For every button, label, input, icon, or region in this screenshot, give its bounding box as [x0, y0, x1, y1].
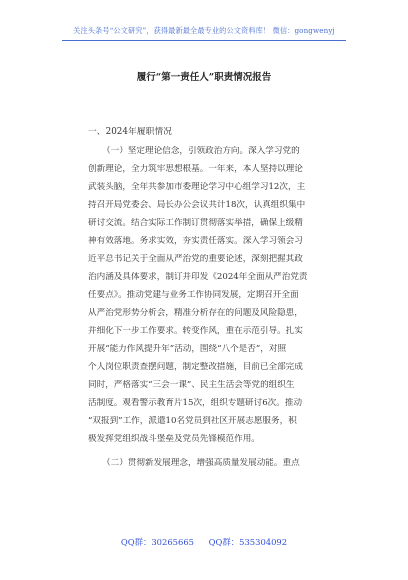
- body-line: 武装头脑，全年共参加市委理论学习中心组学习12次，主: [88, 182, 306, 192]
- body-line: 个人岗位职责查摆问题，制定整改措施，目前已全部完成: [88, 362, 303, 372]
- body-line: 持召开局党委会、局长办公会议共计18次，认真组织集中: [88, 200, 306, 210]
- document-title: 履行“第一责任人”职责情况报告: [136, 72, 272, 83]
- body-line: 从严治党形势分析会，精准分析存在的问题及风险隐患，: [88, 308, 303, 318]
- body-line: 创新理论，全力筑牢思想根基。一年来，本人坚持以理论: [88, 164, 303, 174]
- body-line: 开展“能力作风提升年”活动，围绕“八个是否”，对照: [88, 344, 287, 354]
- body-line: 活制度。观看警示教育片15次，组织专题研讨6次。推动: [88, 398, 303, 408]
- body-line: 并细化下一步工作要求。转变作风，重在示范引导。扎实: [88, 326, 303, 336]
- body-line: （一）坚定理论信念，引领政治方向。深入学习党的: [102, 146, 300, 156]
- body-line: 极发挥党组织战斗堡垒及党员先锋模范作用。: [88, 434, 260, 444]
- footer-qq-group-1: QQ群：30265665: [120, 537, 194, 547]
- section-heading: 一、2024年履职情况: [88, 127, 172, 137]
- body-line: 治内涵及具体要求，制订并印发《2024年全面从严治党责: [88, 272, 308, 282]
- body-line: 研讨交流。结合实际工作制订贯彻落实举措，确保上级精: [88, 218, 303, 228]
- body-line: “双报到”工作，派遣10名党员到社区开展志愿服务，积: [88, 416, 297, 426]
- body-line: 神有效落地。务求实效，夯实责任落实。深入学习领会习: [88, 236, 303, 246]
- body-line: 同时，严格落实“三会一课”、民主生活会等党的组织生: [88, 380, 295, 390]
- footer-qq-group-2: QQ群：535304092: [208, 537, 288, 547]
- body-line: 任要点》。推动党建与业务工作协同发展，定期召开全面: [88, 290, 299, 300]
- footer-contact: [0, 536, 408, 548]
- header-divider: [62, 40, 346, 41]
- header-banner: 关注头条号“公文研究”，获得最新最全最专业的公文资料库！ 微信：gongwenyj: [73, 26, 335, 35]
- body-line: 近平总书记关于全面从严治党的重要论述，深刻把握其政: [88, 254, 303, 264]
- body-line: （二）贯彻新发展理念，增强高质量发展动能。重点: [102, 458, 300, 468]
